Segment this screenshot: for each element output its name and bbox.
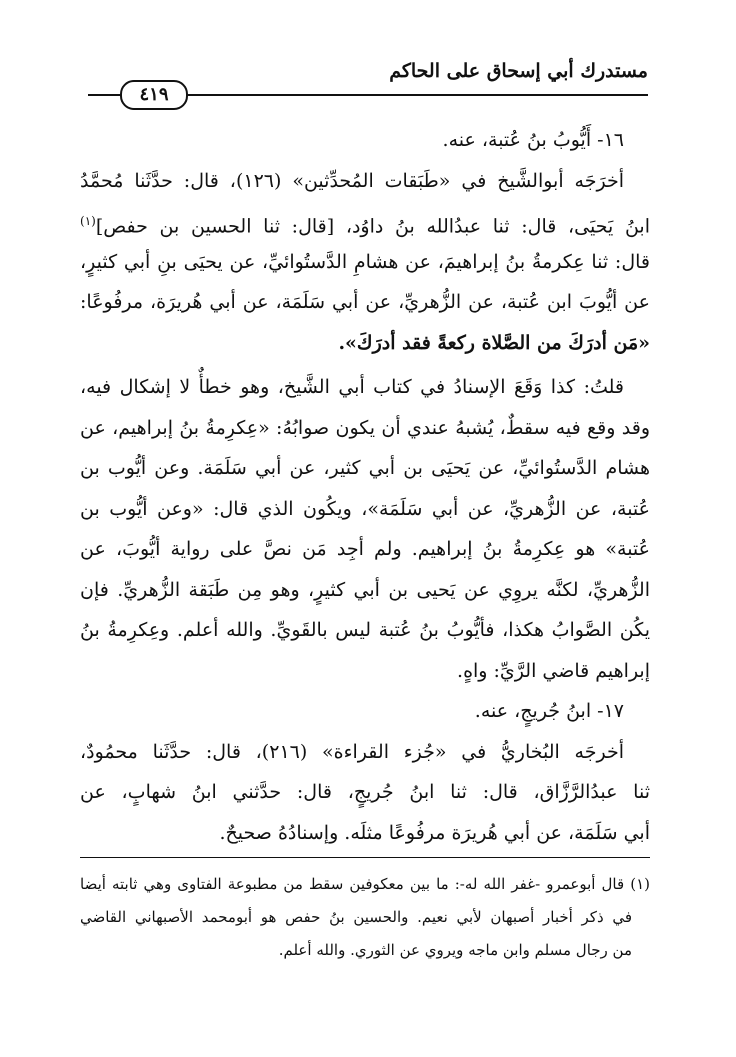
- entry-heading-17: ١٧- ابنُ جُريجٍ، عنه.: [474, 700, 624, 722]
- text-line: عُتبة» هو عِكرِمةُ بنُ إبراهيم. ولم أجِد مَن نصَّ على رواية أيُّوبَ، عن: [80, 538, 650, 560]
- text-line: يكُن الصَّوابُ هكذا، فأيُّوبُ بنُ عُتبة ليس بالقَويِّ. والله أعلم. وعِكرِمةُ بنُ: [80, 619, 650, 641]
- text-line: أبي سَلَمَة، عن أبي هُريرَة مرفُوعًا مثلَه. وإسنادُهُ صحيحٌ.: [219, 821, 650, 844]
- text-line: أخرَجَه أبوالشَّيخ في «طَبَقات المُحدِّثين» (١٢٦)، قال: حدَّثَنا مُحمَّدُ: [80, 169, 624, 192]
- text-line: عن أيُّوبَ ابن عُتبة، عن الزُّهريِّ، عن أبي سَلَمَة، عن أبي هُريرَة، مرفُوعًا:: [80, 291, 650, 313]
- text-line: قلتُ: كذا وَقَعَ الإسنادُ في كتاب أبي الشَّيخ، وهو خطأٌ لا إشكال فيه،: [80, 376, 624, 398]
- text-line: أخرجَه البُخاريُّ في «جُزء القراءة» (٢١٦)، قال: حدَّثَنا محمُودٌ،: [80, 740, 624, 763]
- text-line: قال: ثنا عِكرمةُ بنُ إبراهيمَ، عن هشامِ الدَّستُوائيِّ، عن يحيَى بنِ أبي كثيرٍ،: [80, 250, 650, 273]
- footnote-rule: [80, 857, 650, 858]
- text-line: [80, 201, 650, 242]
- hadith-text: «مَن أدرَكَ من الصَّلاة ركعةً فقد أدرَكَ».: [338, 331, 650, 354]
- text-line: هشام الدَّستُوائيِّ، عن يَحيَى بن أبي كثير، عن أبي سَلَمَة. وعن أيُّوب بن: [80, 457, 650, 479]
- entry-heading-16: ١٦- أَيُّوبُ بنُ عُتبة، عنه.: [442, 129, 624, 151]
- text-line: وقد وقع فيه سقطٌ، يُشبهُ عندي أن يكون صوابُهُ: «عِكرِمةُ بنُ إبراهيم، عن: [80, 416, 650, 439]
- footnotes: [80, 868, 650, 967]
- main-text: [80, 120, 650, 853]
- text-line: الزُّهريِّ، لكنَّه يروِي عن يَحيى بن أبي كثيرٍ، وهو مِن طَبَقة الزُّهريِّ. فإن: [80, 578, 650, 601]
- footnote-ref[interactable]: (١): [80, 214, 96, 228]
- footnote-line: في ذكر أخبار أصبهان لأبي نعيم. والحسين بنُ حفص هو أبومحمد الأصبهاني القاضي: [80, 908, 632, 926]
- footnote-line: (١) قال أبوعمرو -غفر الله له-: ما بين معكوفين سقط من مطبوعة الفتاوى وهي ثابته أيضا: [80, 875, 650, 893]
- running-title: مستدرك أبي إسحاق على الحاكم: [389, 60, 648, 82]
- footnote-line: من رجال مسلم وابن ماجه ويروي عن الثوري. والله أعلم.: [278, 941, 632, 959]
- text-line: عُتبة، عن الزُّهريِّ، عن أبي سَلَمَة»، ويكُون الذي قال: «وعن أيُّوب بن: [80, 497, 650, 520]
- text-line: إبراهيم قاضي الرَّيِّ: واهٍ.: [457, 659, 650, 682]
- page-number: ٤١٩: [120, 80, 188, 110]
- text-line-content: ابنُ يَحيَى، قال: ثنا عبدُالله بنُ داوُد، [قال: ثنا الحسين بن حفص]: [95, 215, 650, 238]
- text-line: ثنا عبدُالرَّزَّاق، قال: ثنا ابنُ جُريجٍ، قال: حدَّثني ابنُ شهابٍ، عن: [80, 781, 650, 803]
